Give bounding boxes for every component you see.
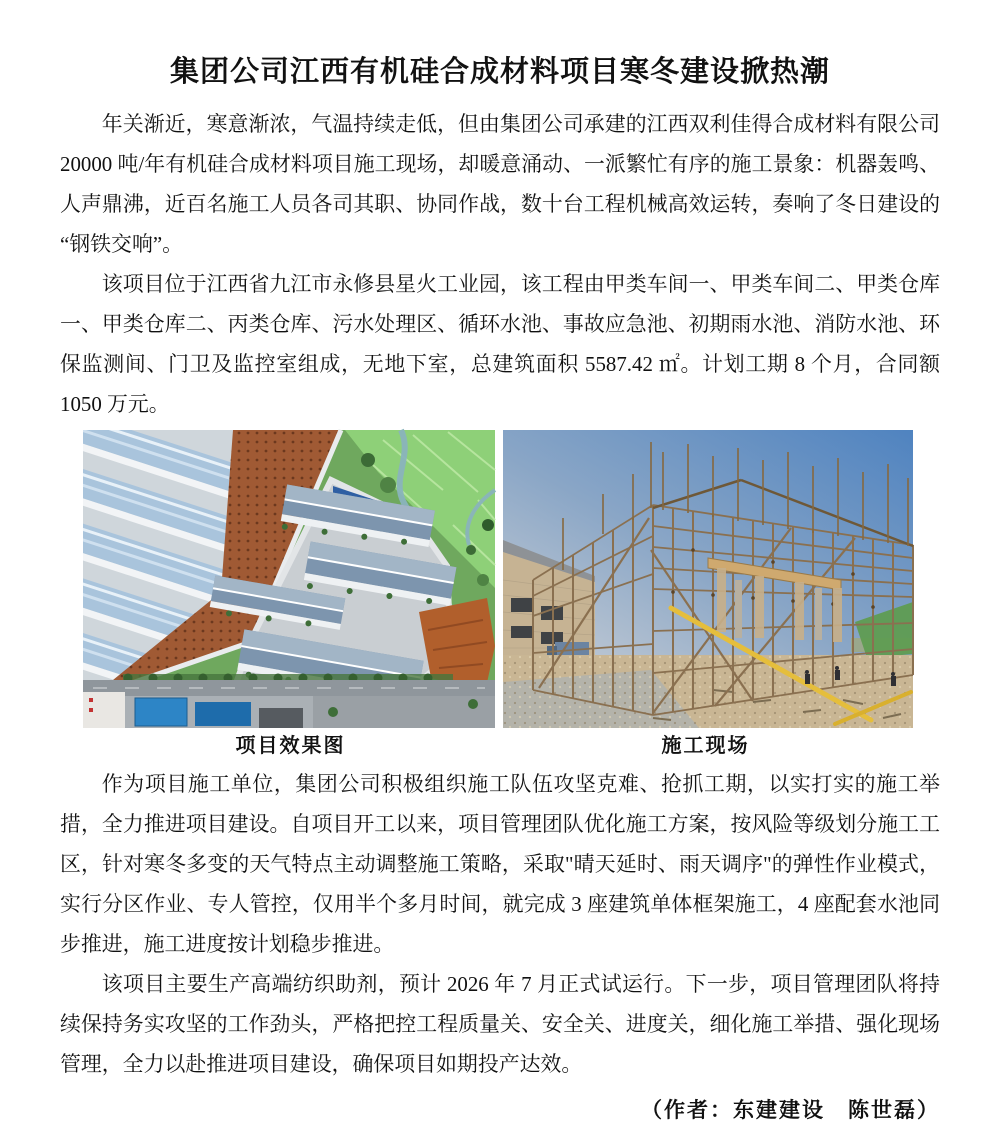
author-line: （作者：东建建设 陈世磊） — [641, 1098, 940, 1122]
caption-construction: 施工现场 — [661, 735, 750, 757]
paragraph-intro: 年关渐近，寒意渐浓，气温持续走低，但由集团公司承建的江西双利佳得合成材料有限公司 20000 吨/年有机硅合成材料项目施工现场，却暖意涌动、一派繁忙有序的施工景象：机器轰鸣、人声鼎沸，近百名施工人员各司其职、协同作战，数十台工程机械高效运转，奏响了冬日建设的“钢铁交响”。 — [60, 112, 940, 256]
construction-site-photo — [503, 430, 913, 728]
figure-row — [83, 430, 913, 728]
project-rendering-image — [83, 430, 495, 728]
article-title: 集团公司江西有机硅合成材料项目寒冬建设掀热潮 — [169, 56, 830, 88]
paragraph-outlook: 该项目主要生产高端纺织助剂，预计 2026 年 7 月正式试运行。下一步，项目管理团队将持续保持务实攻坚的工作劲头，严格把控工程质量关、安全关、进度关，细化施工举措、强化现场管理，全力以赴推进项目建设，确保项目如期投产达效。 — [60, 972, 940, 1076]
article-body — [60, 104, 940, 1132]
paragraph-construction-progress: 作为项目施工单位，集团公司积极组织施工队伍攻坚克难、抢抓工期，以实打实的施工举措，全力推进项目建设。自项目开工以来，项目管理团队优化施工方案，按风险等级划分施工工区，针对寒冬多变的天气特点主动调整施工策略，采取"晴天延时、雨天调序"的弹性作业模式，实行分区作业、专人管控，仅用半个多月时间，就完成 3 座建筑单体框架施工，4 座配套水池同步推进，施工进度按计划稳步推进。 — [60, 772, 940, 956]
front-road-and-buildings — [83, 674, 495, 729]
paragraph-project-overview: 该项目位于江西省九江市永修县星火工业园，该工程由甲类车间一、甲类车间二、甲类仓库一、甲类仓库二、丙类仓库、污水处理区、循环水池、事故应急池、初期雨水池、消防水池、环保监测间、门卫及监控室组成，无地下室，总建筑面积 5587.42 ㎡。计划工期 8 个月，合同额 1050 万元。 — [60, 272, 940, 416]
caption-rendering: 项目效果图 — [235, 735, 346, 757]
figure-construction-site — [503, 430, 913, 728]
figure-captions — [83, 728, 913, 764]
figure-project-rendering — [83, 430, 495, 728]
